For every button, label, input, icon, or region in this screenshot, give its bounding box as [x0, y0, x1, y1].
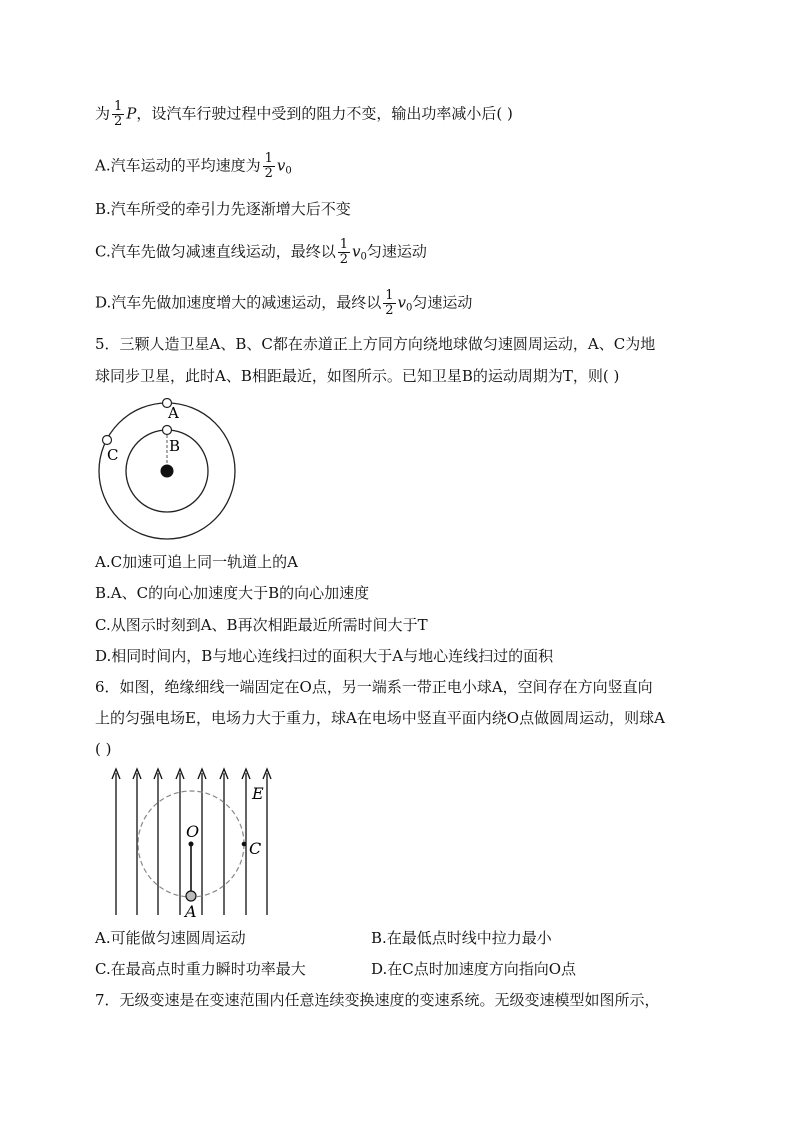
var-p: P [126, 104, 137, 123]
q6-option-b: B.在最低点时线中拉力最小 [371, 929, 552, 947]
q4-option-d: D.汽车先做加速度增大的减速运动，最终以 $\frac{1}{2}$ $v_0$匀速运动 [95, 288, 473, 318]
label-b: B [169, 437, 181, 455]
q5-stem-line1: 5．三颗人造卫星A、B、C都在赤道正上方同方向绕地球做匀速圆周运动，A、C为地 [95, 335, 656, 353]
q4-option-b: B.汽车所受的牵引力先逐渐增大后不变 [95, 200, 351, 218]
q4-stem [95, 100, 513, 129]
label-c: C [107, 446, 119, 464]
label-e: E [252, 784, 264, 803]
ball-a [186, 891, 196, 901]
label-o: O [186, 822, 200, 841]
fraction: $\frac{1}{2}$ [339, 237, 348, 267]
q7-stem-line1: 7．无级变速是在变速范围内任意连续变换速度的变速系统。无级变速模型如图所示， [95, 991, 660, 1009]
q6-option-d: D.在C点时加速度方向指向O点 [371, 960, 577, 978]
q4-option-c: C.汽车先做匀减速直线运动，最终以 $\frac{1}{2}$ $v_0$匀速运动 [95, 237, 427, 267]
point-c [242, 842, 247, 847]
q4-stem-text: 为 [95, 104, 111, 123]
satellite-c [103, 436, 112, 445]
fraction: $\frac{1}{2}$ [385, 288, 394, 318]
q6-stem-line2: 上的匀强电场E，电场力大于重力，球A在电场中竖直平面内绕O点做圆周运动，则球A [95, 709, 665, 727]
satellite-b [163, 426, 172, 435]
q5-option-a: A.C加速可追上同一轨道上的A [95, 553, 298, 571]
label-c: C [249, 839, 262, 858]
q5-stem-line2: 球同步卫星，此时A、B相距最近，如图所示。已知卫星B的运动周期为T，则( ) [95, 367, 620, 385]
q6-field-figure [100, 765, 280, 920]
q4-option-a: A.汽车运动的平均速度为 $\frac{1}{2}$ $v_0$ [95, 151, 292, 181]
q6-option-c: C.在最高点时重力瞬时功率最大 [95, 960, 306, 978]
label-a: A [168, 404, 179, 422]
pivot-o [189, 842, 194, 847]
q6-stem-line1: 6．如图，绝缘细线一端固定在O点，另一端系一带正电小球A，空间存在方向竖直向 [95, 678, 653, 696]
label-a: A [185, 902, 197, 920]
earth [161, 465, 174, 478]
q5-option-c: C.从图示时刻到A、B再次相距最近所需时间大于T [95, 616, 428, 634]
q5-option-d: D.相同时间内，B与地心连线扫过的面积大于A与地心连线扫过的面积 [95, 647, 554, 665]
fraction: $\frac{1}{2}$ [114, 99, 123, 129]
q6-stem-line3: ( ) [95, 740, 112, 758]
q4-stem-text-2: ，设汽车行驶过程中受到的阻力不变，输出功率减小后( ) [136, 104, 513, 123]
q5-option-b: B.A、C的向心加速度大于B的向心加速度 [95, 584, 370, 602]
fraction: $\frac{1}{2}$ [264, 151, 273, 181]
q6-option-a: A.可能做匀速圆周运动 [95, 929, 246, 947]
q5-orbit-figure [95, 398, 245, 543]
